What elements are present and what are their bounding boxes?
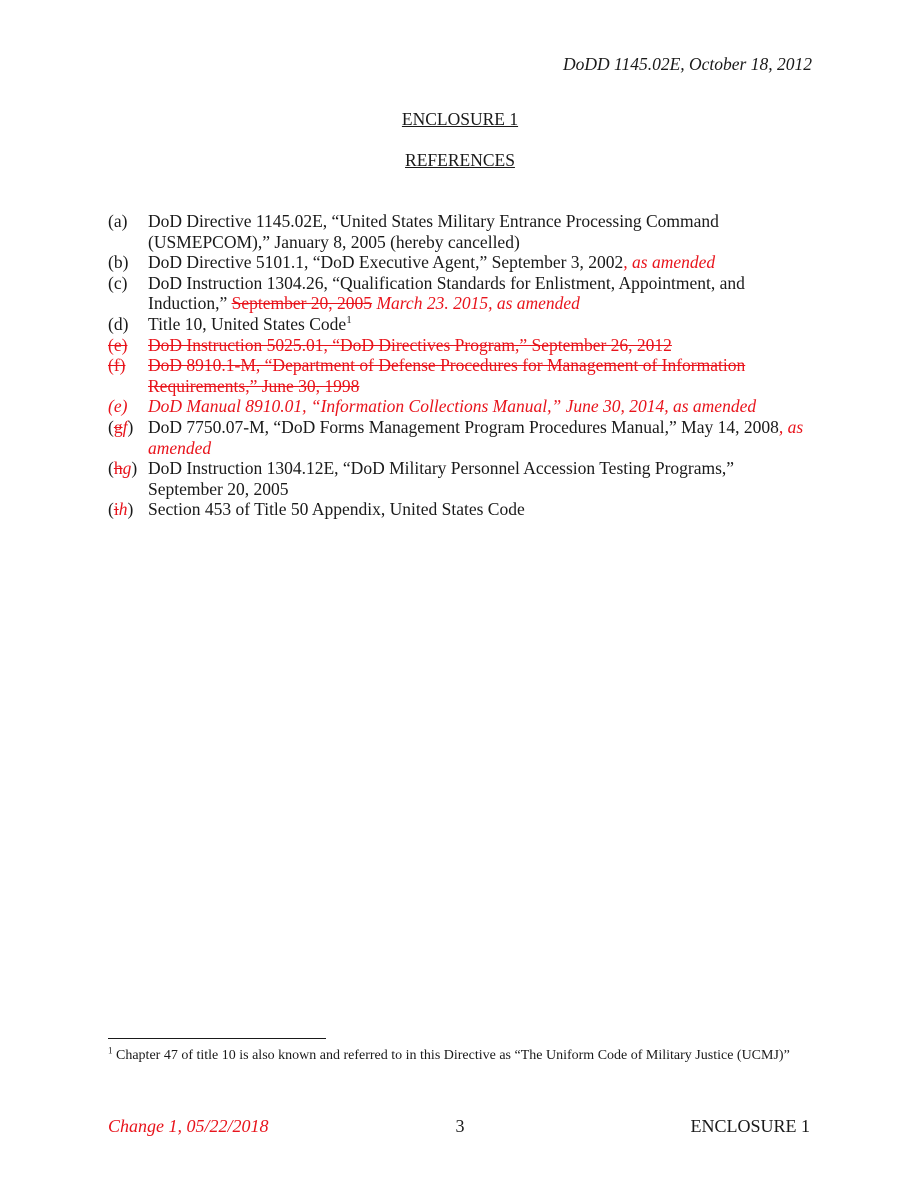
reference-text: Section 453 of Title 50 Appendix, United States Code — [148, 499, 525, 520]
reference-label: (e) — [108, 334, 128, 355]
reference-item — [108, 499, 808, 520]
reference-text: DoD Instruction 1304.12E, “DoD Military Personnel Accession Testing Programs,” September 20, 2005 — [148, 458, 735, 499]
added-text: , as amended — [148, 416, 804, 458]
reference-label: (e) — [108, 396, 128, 417]
reference-item — [108, 417, 808, 458]
footnote-marker: 1 — [108, 1045, 113, 1056]
reference-text: DoD 7750.07-M, “DoD Forms Management Program Procedures Manual,” May 14, 2008 — [148, 416, 779, 437]
enclosure-title: ENCLOSURE 1 — [401, 109, 519, 129]
footer-enclosure: ENCLOSURE 1 — [690, 1116, 810, 1136]
footnote — [108, 1047, 808, 1064]
reference-body — [148, 273, 808, 314]
added-label: h — [118, 499, 128, 520]
reference-label: (gf) — [108, 416, 134, 437]
reference-label: (hg) — [108, 458, 138, 479]
reference-text: DoD Manual 8910.01, “Information Collections Manual,” June 30, 2014, as amended — [148, 396, 757, 417]
reference-body — [148, 314, 808, 335]
reference-text: Title 10, United States Code — [148, 313, 347, 334]
reference-label: (d) — [108, 313, 129, 334]
reference-item — [108, 211, 808, 252]
reference-item-added — [108, 396, 808, 417]
added-text: , as amended — [623, 252, 716, 273]
added-label: f — [122, 416, 128, 437]
struck-text: September 20, 2005 — [231, 293, 373, 314]
reference-text: DoD Instruction 1304.26, “Qualification Standards for Enlistment, Appointment, and Induction,” — [148, 272, 745, 314]
running-header: DoDD 1145.02E, October 18, 2012 — [562, 54, 812, 74]
reference-item-deleted — [108, 355, 808, 396]
reference-item-deleted — [108, 335, 808, 356]
added-text: March 23. 2015, as amended — [376, 293, 580, 314]
reference-text: DoD Directive 1145.02E, “United States Military Entrance Processing Command (USMEPCOM),” January 8, 2005 (hereby cancelled) — [148, 211, 719, 252]
footer-change-note: Change 1, 05/22/2018 — [108, 1116, 269, 1136]
reference-label: (c) — [108, 272, 128, 293]
footnote-reference: 1 — [346, 314, 352, 327]
reference-text: DoD Directive 5101.1, “DoD Executive Agent,” September 3, 2002 — [148, 252, 624, 273]
section-title: REFERENCES — [405, 150, 515, 170]
reference-item — [108, 458, 808, 499]
reference-item — [108, 252, 808, 273]
references-list — [108, 211, 808, 520]
footnote-text: Chapter 47 of title 10 is also known and referred to in this Directive as “The Uniform Code of Military Justice (UCMJ)” — [116, 1048, 790, 1063]
reference-text: DoD Instruction 5025.01, “DoD Directives Program,” September 26, 2012 — [148, 334, 672, 355]
struck-label: g — [113, 416, 123, 437]
added-label: g — [122, 458, 132, 479]
reference-label: (f) — [108, 355, 126, 376]
page-number: 3 — [455, 1116, 465, 1136]
reference-body — [148, 417, 808, 458]
reference-label: (b) — [108, 252, 129, 273]
reference-item — [108, 314, 808, 335]
reference-body — [148, 252, 808, 273]
reference-item — [108, 273, 808, 314]
reference-label: (a) — [108, 211, 128, 231]
reference-label: (ih) — [108, 499, 134, 520]
footnote-separator — [108, 1038, 326, 1039]
struck-label: h — [113, 458, 123, 479]
struck-label: i — [113, 499, 119, 520]
reference-text: DoD 8910.1-M, “Department of Defense Procedures for Management of Information Requirements,” June 30, 1998 — [148, 355, 746, 396]
